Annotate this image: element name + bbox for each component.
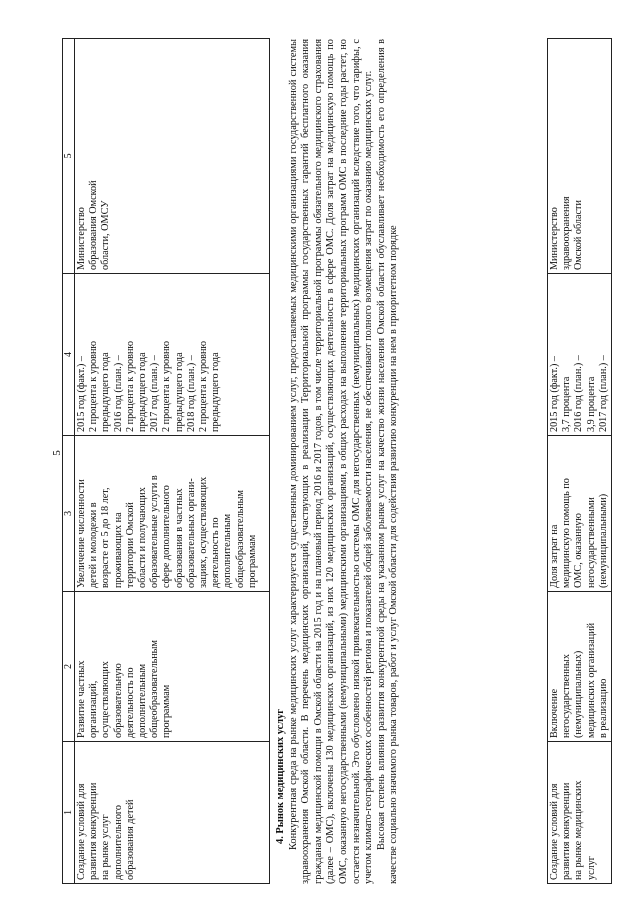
measures-table (62, 38, 270, 884)
row1-indicator: Увеличение численности детей и молодежи в возрасте от 5 до 18 лет, проживающих на территории Омской области и получающих образовательные услуги в сфере дополнительного образования в частных образовательных органи- зациях, осуществляющих деятельность по дополнительным общеобразовательным программам (75, 436, 270, 592)
row2-goal: Создание условий для развития конкуренции на рынке медицинских услуг (548, 742, 612, 884)
measures-table-continued (547, 38, 612, 884)
row1-responsible: Министерство образования Омской области, ОМСУ (75, 39, 270, 274)
header-col-1: 1 (63, 742, 75, 884)
rotated-content (62, 39, 607, 884)
section-paragraph-2: Высокая степень влияния развития конкурентной среды на указанном рынке услуг на качество жизни населения Омской области обуславливает необходимость его определения в качестве социально значимого рынка товаров, работ и услуг Омской области для содействия развитию конкуренции на нем в приоритетном порядке (375, 39, 400, 884)
row2-responsible: Министерство здравоохранения Омской области (548, 39, 612, 274)
header-col-5: 5 (63, 39, 75, 274)
section-title: 4. Рынок медицинских услуг (275, 709, 286, 844)
row1-goal: Создание условий для развития конкуренции на рынке услуг дополнительного образования детей (75, 742, 270, 884)
row1-values: 2015 год (факт.) – 2 процента к уровню предыдущего года 2016 год (план.) – 2 процента к уровню предыдущего года 2017 год (план.) – 2 процента к уровню предыдущего года 2018 год (план.) – 2 процента к уровню предыдущего года (75, 274, 270, 436)
medical-services-section (275, 39, 401, 884)
table-row (548, 39, 612, 884)
page-number: 5 (51, 450, 63, 456)
section-paragraph-1: Конкурентная среда на рынке медицинских услуг характеризуется существенным доминированием услуг, предоставляемых медицинскими организациями государственной системы здравоохранения Омской области. В перечень медицинских организаций, участвующих в реализации Территориальной программы государственных гарантий бесплатного оказания гражданам медицинской помощи в Омской области на 2015 год и на плановый период 2016 и 2017 годов, в том числе территориальной программы обязательного медицинского страхования (далее – ОМС), включены 130 медицинских организаций, из них 120 медицинских организаций, осуществляющих деятельность в сфере ОМС. Доля затрат на медицинскую помощь по ОМС, оказанную негосударственными (немуниципальными) медицинскими организациями, в общих расходах на выполнение территориальных программ ОМС в последние годы растет, но остается незначительной. Это обусловлено низкой привлекательностью системы ОМС для негосударственных (немуниципальных) медицинских организаций вследствие того, что тарифы, с учетом климато-географических особенностей региона и показателей общей заболеваемости населения, не обеспечивают полного возмещения затрат по оказанию медицинских услуг. (287, 39, 375, 884)
row2-values: 2015 год (факт.) – 3,7 процента 2016 год (план.) – 3,9 процента 2017 год (план.) – (548, 274, 612, 436)
table-header-row (63, 39, 75, 884)
row2-indicator: Доля затрат на медицинскую помощь по ОМС, оказанную негосударственными (немуниципальными) (548, 436, 612, 592)
table-row (75, 39, 270, 884)
row2-measure: Включение негосударственных (немуниципальных) медицинских организаций в реализацию (548, 592, 612, 742)
header-col-3: 3 (63, 436, 75, 592)
header-col-4: 4 (63, 274, 75, 436)
header-col-2: 2 (63, 592, 75, 742)
row1-measure: Развитие частных организаций, осуществляющих образовательную деятельность по дополнительным общеобразовательным программам (75, 592, 270, 742)
